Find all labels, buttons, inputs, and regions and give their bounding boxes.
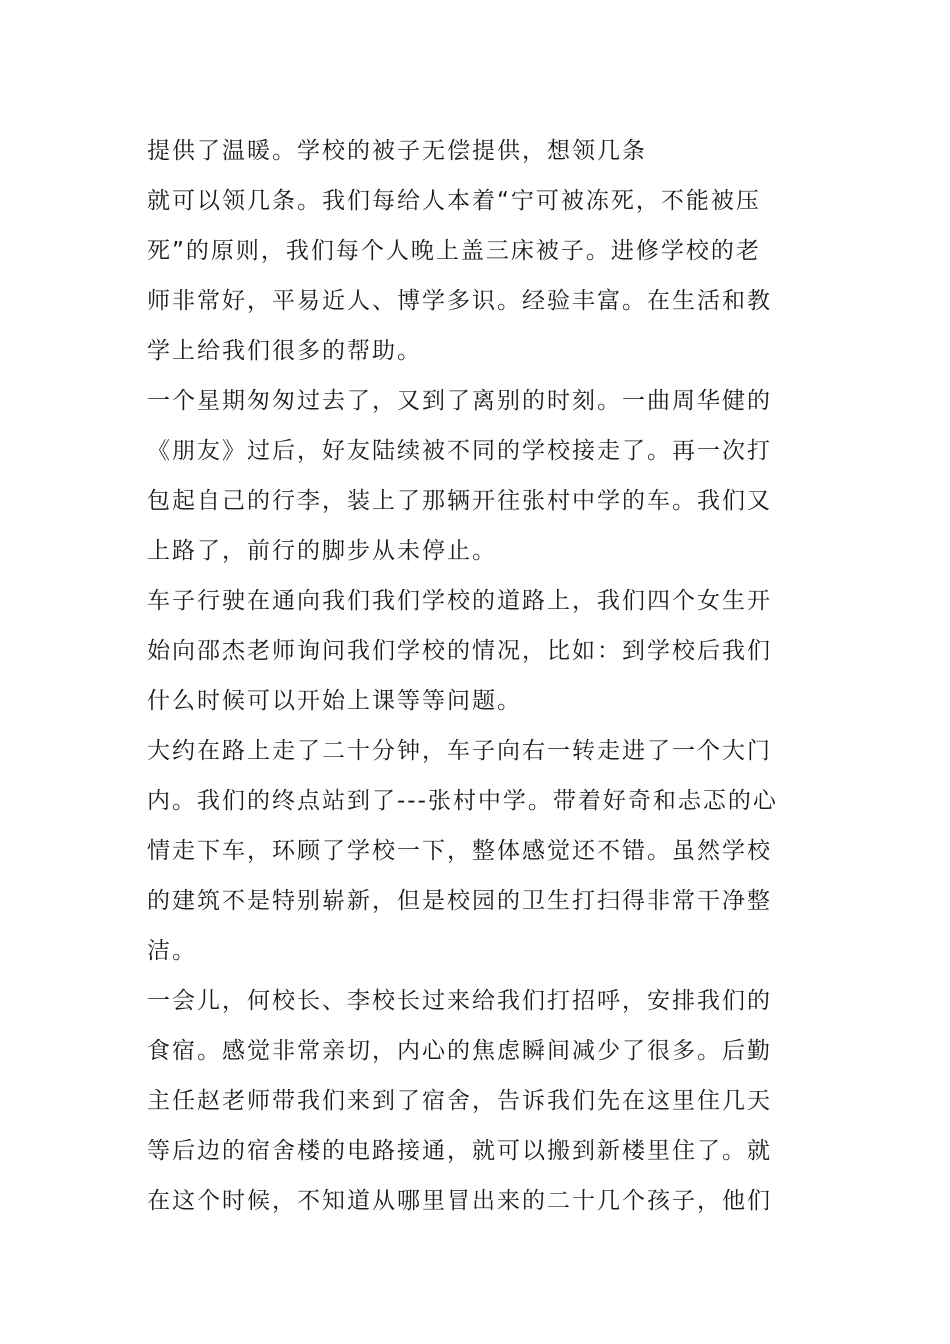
text-line-10: 车子行驶在通向我们我们学校的道路上，我们四个女生开 bbox=[147, 588, 772, 614]
text-line-4: 师非常好，平易近人、博学多识。经验丰富。在生活和教 bbox=[147, 288, 772, 314]
text-line-9: 上路了，前行的脚步从未停止。 bbox=[147, 538, 497, 564]
text-line-13: 大约在路上走了二十分钟，车子向右一转走进了一个大门 bbox=[147, 738, 772, 764]
text-line-22: 在这个时候，不知道从哪里冒出来的二十几个孩子，他们 bbox=[147, 1188, 772, 1214]
body-text bbox=[147, 126, 807, 1226]
text-line-6: 一个星期匆匆过去了，又到了离别的时刻。一曲周华健的 bbox=[147, 388, 772, 414]
text-line-14: 内。我们的终点站到了---张村中学。带着好奇和忐忑的心 bbox=[147, 788, 778, 814]
text-line-5: 学上给我们很多的帮助。 bbox=[147, 338, 422, 364]
text-line-8: 包起自己的行李，装上了那辆开往张村中学的车。我们又 bbox=[147, 488, 772, 514]
text-line-3: 死”的原则，我们每个人晚上盖三床被子。进修学校的老 bbox=[147, 238, 761, 264]
text-line-11: 始向邵杰老师询问我们学校的情况，比如：到学校后我们 bbox=[147, 638, 772, 664]
text-line-16: 的建筑不是特别崭新，但是校园的卫生打扫得非常干净整 bbox=[147, 888, 772, 914]
text-line-2: 就可以领几条。我们每给人本着“宁可被冻死，不能被压 bbox=[147, 188, 761, 214]
text-line-7: 《朋友》过后，好友陆续被不同的学校接走了。再一次打 bbox=[147, 438, 772, 464]
text-line-17: 洁。 bbox=[147, 938, 197, 964]
text-line-21: 等后边的宿舍楼的电路接通，就可以搬到新楼里住了。就 bbox=[147, 1138, 772, 1164]
text-line-19: 食宿。感觉非常亲切，内心的焦虑瞬间减少了很多。后勤 bbox=[147, 1038, 772, 1064]
text-line-15: 情走下车，环顾了学校一下，整体感觉还不错。虽然学校 bbox=[147, 838, 772, 864]
text-line-18: 一会儿，何校长、李校长过来给我们打招呼，安排我们的 bbox=[147, 988, 772, 1014]
text-line-12: 什么时候可以开始上课等等问题。 bbox=[147, 688, 522, 714]
text-line-1: 提供了温暖。学校的被子无偿提供，想领几条 bbox=[147, 138, 647, 164]
text-line-20: 主任赵老师带我们来到了宿舍，告诉我们先在这里住几天 bbox=[147, 1088, 772, 1114]
